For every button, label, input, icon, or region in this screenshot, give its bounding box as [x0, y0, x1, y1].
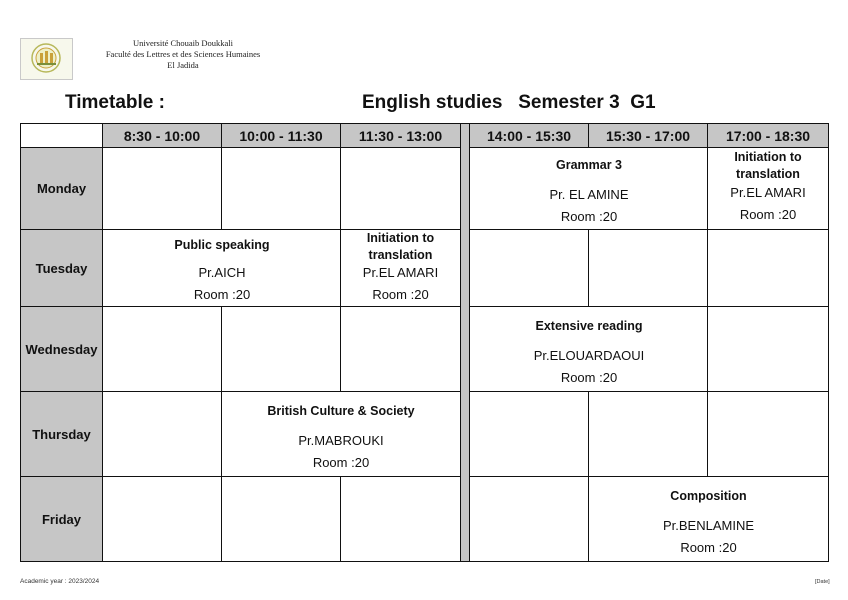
course-name: Initiation to translation: [366, 231, 435, 262]
slot-empty: [341, 307, 460, 392]
course-room: Room :20: [560, 209, 618, 224]
slot-empty: [470, 477, 589, 561]
timetable-grid: [20, 123, 829, 562]
course-public-speaking: [103, 237, 341, 302]
course-initiation-tuesday: [346, 230, 455, 302]
course-room: Room :20: [193, 287, 251, 302]
lunch-break-column: [460, 124, 470, 561]
col-header-2: 10:00 - 11:30: [222, 124, 341, 148]
course-room: Room :20: [739, 207, 797, 222]
course-extensive-reading: [470, 318, 708, 385]
university-logo: [20, 38, 73, 80]
slot-empty: [222, 477, 341, 561]
slot-empty: [589, 392, 708, 477]
slot-empty: [103, 477, 222, 561]
corner-cell: [21, 124, 103, 148]
slot-empty: [341, 477, 460, 561]
course-composition: [589, 488, 828, 555]
course-professor: Pr.AICH: [198, 265, 246, 280]
course-professor: Pr.BENLAMINE: [662, 518, 755, 533]
course-name: Public speaking: [174, 238, 270, 252]
course-name: British Culture & Society: [267, 404, 415, 418]
col-header-3: 11:30 - 13:00: [341, 124, 460, 148]
col-header-5: 15:30 - 17:00: [589, 124, 708, 148]
slot-empty: [103, 392, 222, 477]
faculty-name: Faculté des Lettres et des Sciences Humaines: [105, 49, 261, 59]
course-professor: Pr.EL AMARI: [730, 185, 806, 200]
slot-empty: [470, 392, 589, 477]
course-british-culture: [222, 403, 460, 470]
course-name: Composition: [670, 489, 747, 503]
city-name: El Jadida: [167, 60, 199, 70]
slot-empty: [589, 230, 708, 307]
program-title: English studies Semester 3 G1: [362, 92, 656, 113]
slot-empty: [103, 148, 222, 230]
institution-block: [78, 38, 288, 71]
course-room: Room :20: [560, 370, 618, 385]
col-header-6: 17:00 - 18:30: [708, 124, 828, 148]
course-professor: Pr.EL AMARI: [362, 265, 439, 280]
university-name: Université Chouaib Doukkali: [132, 38, 234, 48]
course-room: Room :20: [372, 287, 429, 302]
course-name: Extensive reading: [535, 319, 643, 333]
course-initiation-monday: [713, 149, 823, 222]
course-name: Grammar 3: [555, 158, 622, 172]
slot-empty: [708, 392, 828, 477]
course-name: Initiation to translation: [734, 150, 802, 181]
course-grammar: [470, 157, 708, 224]
slot-empty: [341, 148, 460, 230]
timetable-label: Timetable :: [65, 92, 165, 113]
day-monday: Monday: [21, 148, 103, 230]
slot-empty: [708, 307, 828, 392]
slot-empty: [103, 307, 222, 392]
course-professor: Pr. EL AMINE: [549, 187, 629, 202]
slot-empty: [222, 307, 341, 392]
course-professor: Pr.MABROUKI: [298, 433, 384, 448]
day-thursday: Thursday: [21, 392, 103, 477]
course-professor: Pr.ELOUARDAOUI: [533, 348, 645, 363]
date-placeholder: [Date]: [815, 579, 830, 585]
slot-empty: [470, 230, 589, 307]
col-header-1: 8:30 - 10:00: [103, 124, 222, 148]
col-header-4: 14:00 - 15:30: [470, 124, 589, 148]
day-friday: Friday: [21, 477, 103, 561]
day-tuesday: Tuesday: [21, 230, 103, 307]
academic-year: Academic year : 2023/2024: [20, 578, 100, 585]
day-wednesday: Wednesday: [21, 307, 103, 392]
slot-empty: [708, 230, 828, 307]
slot-empty: [222, 148, 341, 230]
course-room: Room :20: [680, 540, 737, 555]
course-room: Room :20: [312, 455, 370, 470]
